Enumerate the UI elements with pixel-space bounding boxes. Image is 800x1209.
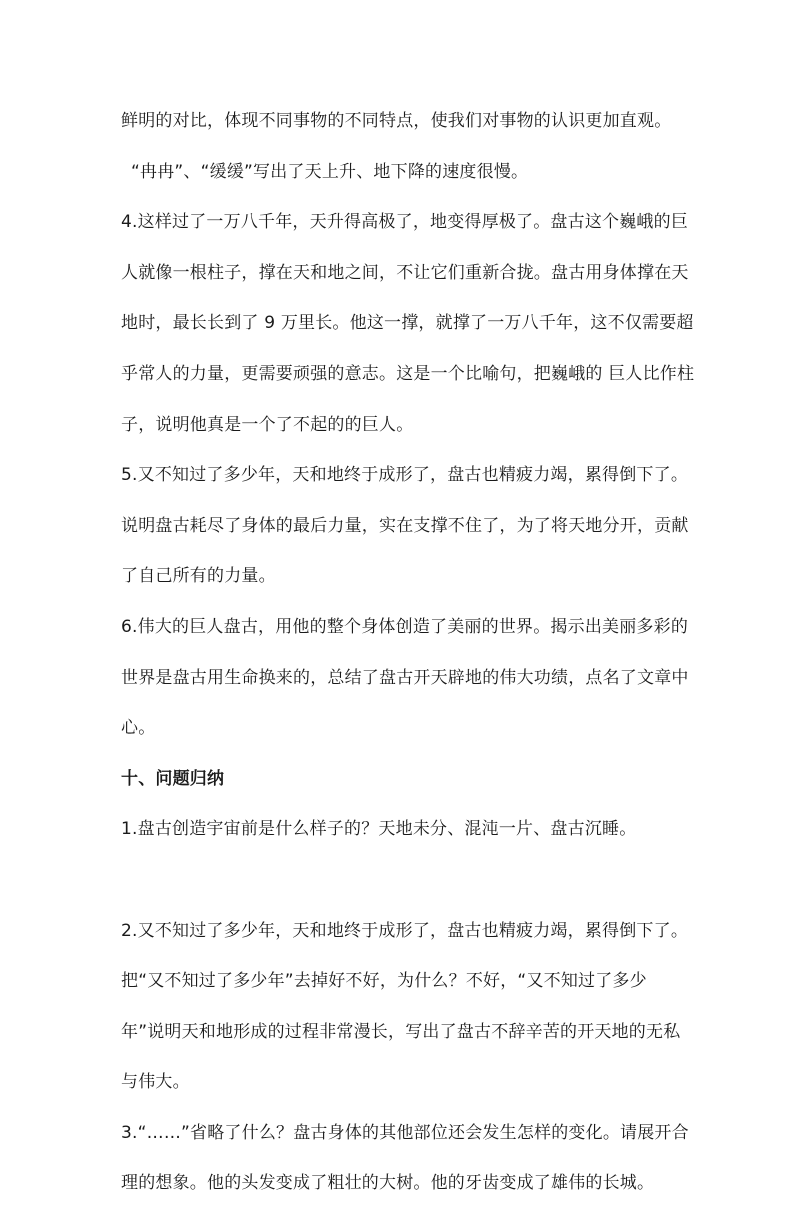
text-line: 地时，最长长到了 9 万里长。他这一撑，就撑了一万八千年，这不仅需要超 — [121, 313, 694, 334]
text-line: 6.伟大的巨人盘古，用他的整个身体创造了美丽的世界。揭示出美丽多彩的 — [121, 616, 689, 637]
text-line: 2.又不知过了多少年，天和地终于成形了，盘古也精疲力竭，累得倒下了。 — [121, 920, 689, 941]
text-line: 理的想象。他的头发变成了粗壮的大树。他的牙齿变成了雄伟的长城。 — [121, 1173, 655, 1194]
blank-line — [121, 855, 691, 906]
text-line: 子，说明他真是一个了不起的的巨人。 — [121, 414, 414, 435]
document-body — [121, 96, 695, 1209]
text-line: 心。 — [121, 718, 156, 739]
text-line: “冉冉”、“缓缓”写出了天上升、地下降的速度很慢。 — [131, 161, 529, 182]
text-line: 世界是盘古用生命换来的，总结了盘古开天辟地的伟大功绩，点名了文章中 — [121, 667, 689, 688]
text-line: 4.这样过了一万八千年，天升得高极了，地变得厚极了。盘古这个巍峨的巨 — [121, 212, 689, 233]
text-line: 年”说明天和地形成的过程非常漫长，写出了盘古不辞辛苦的开天地的无私 — [121, 1021, 681, 1042]
section-heading: 十、问题归纳 — [121, 768, 225, 789]
text-line: 乎常人的力量，更需要顽强的意志。这是一个比喻句，把巍峨的 巨人比作柱 — [121, 363, 695, 384]
text-line: 鲜明的对比，体现不同事物的不同特点，使我们对事物的认识更加直观。 — [121, 111, 672, 131]
text-line: 了自己所有的力量。 — [121, 566, 276, 587]
text-line: 与伟大。 — [121, 1072, 190, 1093]
text-line: 说明盘古耗尽了身体的最后力量，实在支撑不住了，为了将天地分开，贡献 — [121, 515, 689, 536]
text-line: 1.盘古创造宇宙前是什么样子的？天地未分、混沌一片、盘古沉睡。 — [121, 819, 637, 840]
text-line: 人就像一根柱子，撑在天和地之间，不让它们重新合拢。盘古用身体撑在天 — [121, 262, 689, 283]
text-line: 5.又不知过了多少年，天和地终于成形了，盘古也精疲力竭，累得倒下了。 — [121, 465, 689, 486]
text-line: 3.“……”省略了什么？盘古身体的其他部位还会发生怎样的变化。请展开合 — [121, 1122, 689, 1143]
text-line: 把“又不知过了多少年”去掉好不好，为什么？不好，“又不知过了多少 — [121, 971, 647, 992]
